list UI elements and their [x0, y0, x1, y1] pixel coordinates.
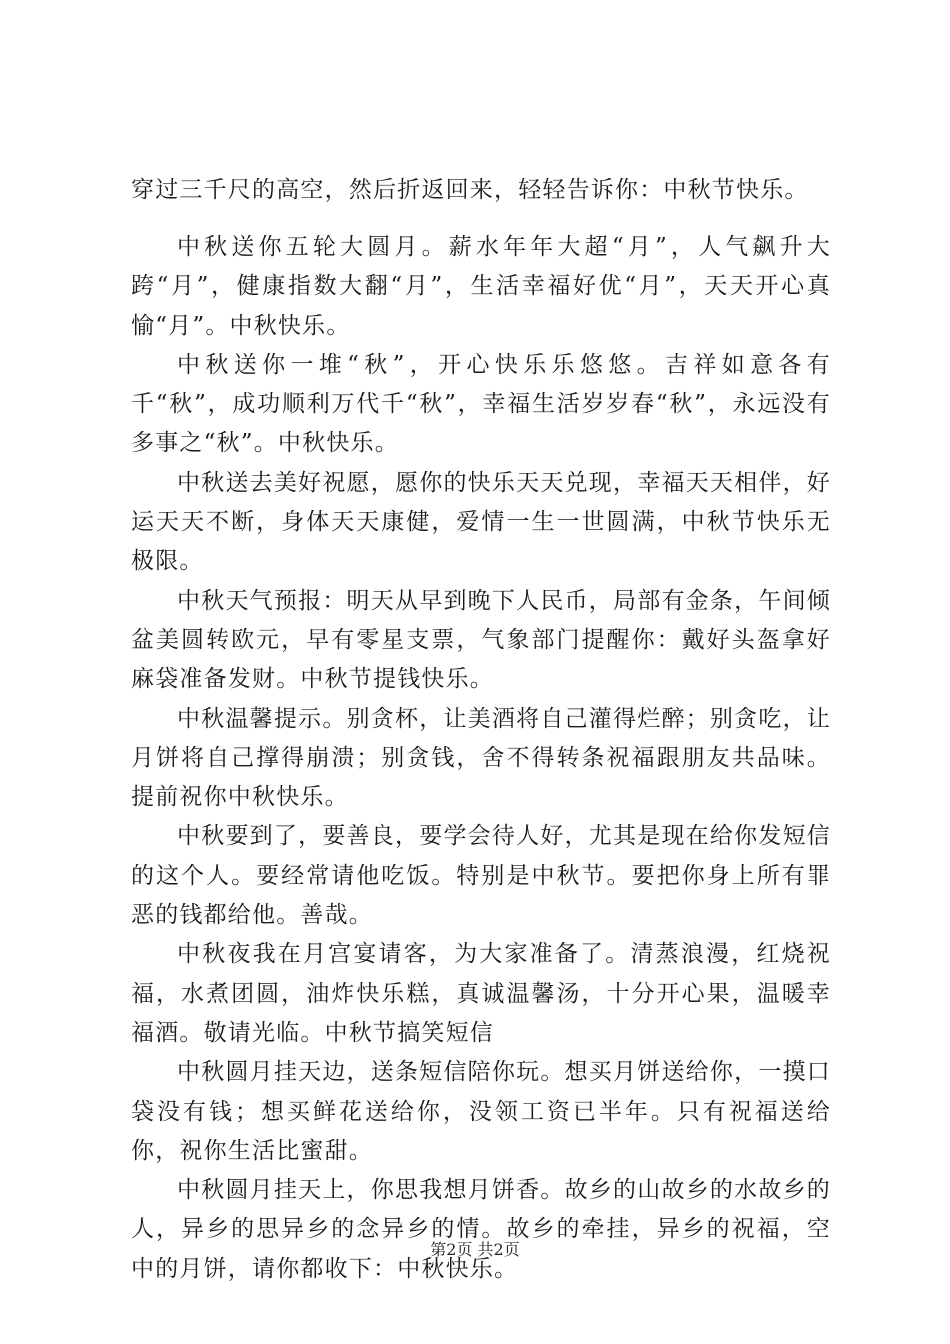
paragraph: 中秋要到了，要善良，要学会待人好，尤其是现在给你发短信的这个人。要经常请他吃饭。特别是中秋节。要把你身上所有罪恶的钱都给他。善哉。 [131, 823, 831, 929]
paragraph: 中秋送去美好祝愿，愿你的快乐天天兑现，幸福天天相伴，好运天天不断，身体天天康健，爱情一生一世圆满，中秋节快乐无极限。 [131, 469, 831, 575]
paragraph: 中秋圆月挂天上，你思我想月饼香。故乡的山故乡的水故乡的人，异乡的思异乡的念异乡的情。故乡的牵挂，异乡的祝福，空中的月饼，请你都收下：中秋快乐。 [131, 1177, 831, 1282]
page-footer: 第2页 共2页 [430, 1240, 520, 1259]
paragraph: 中秋送你一堆“秋”，开心快乐乐悠悠。吉祥如意各有千“秋”，成功顺利万代千“秋”，幸福生活岁岁春“秋”，永远没有多事之“秋”。中秋快乐。 [131, 351, 831, 457]
continued-line: 穿过三千尺的高空，然后折返回来，轻轻告诉你：中秋节快乐。 [131, 177, 809, 203]
paragraph: 中秋送你五轮大圆月。薪水年年大超“月”，人气飙升大跨“月”，健康指数大翻“月”，生活幸福好优“月”，天天开心真愉“月”。中秋快乐。 [131, 234, 831, 339]
paragraph: 中秋圆月挂天边，送条短信陪你玩。想买月饼送给你，一摸口袋没有钱；想买鲜花送给你，没领工资已半年。只有祝福送给你，祝你生活比蜜甜。 [131, 1059, 831, 1164]
paragraph: 中秋温馨提示。别贪杯，让美酒将自己灌得烂醉；别贪吃，让月饼将自己撑得崩溃；别贪钱，舍不得转条祝福跟朋友共品味。提前祝你中秋快乐。 [131, 705, 831, 811]
paragraph: 中秋天气预报：明天从早到晚下人民币，局部有金条，午间倾盆美圆转欧元，早有零星支票，气象部门提醒你：戴好头盔拿好麻袋准备发财。中秋节提钱快乐。 [131, 587, 831, 693]
document-body [131, 228, 831, 1289]
paragraph: 中秋夜我在月宫宴请客，为大家准备了。清蒸浪漫，红烧祝福，水煮团圆，油炸快乐糕，真诚温馨汤，十分开心果，温暖幸福酒。敬请光临。中秋节搞笑短信 [131, 941, 831, 1046]
